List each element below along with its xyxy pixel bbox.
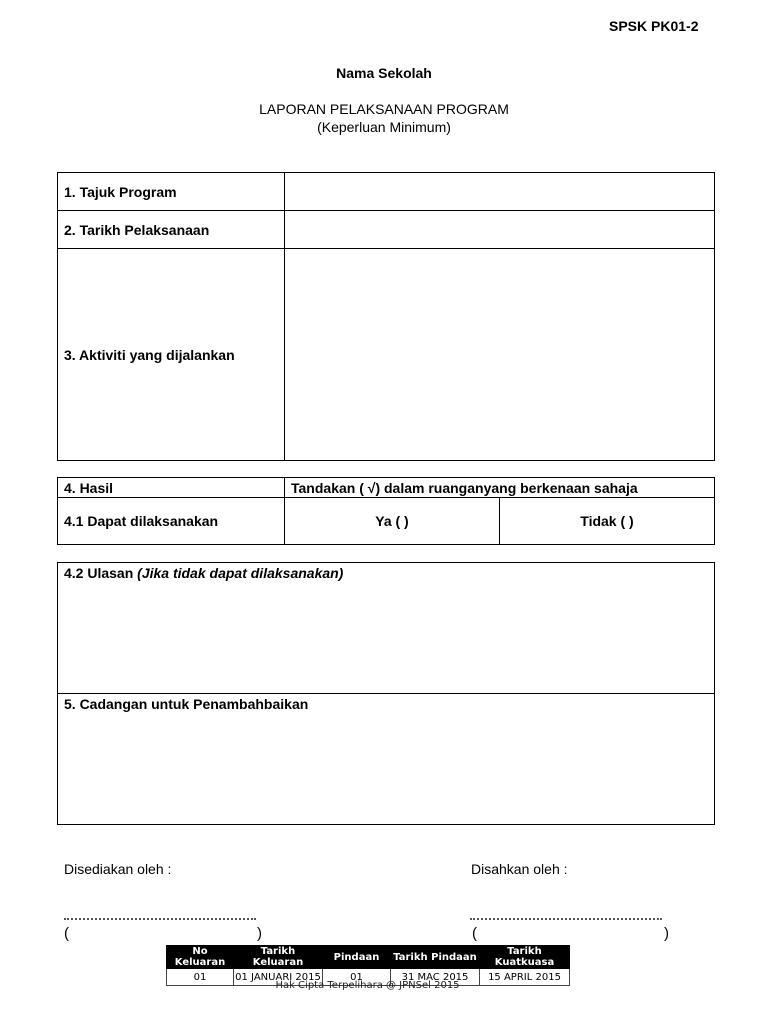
program-title-label: 1. Tajuk Program: [58, 173, 285, 211]
program-info-table: [57, 172, 715, 461]
prepared-signature-line[interactable]: [64, 918, 256, 920]
revision-header-cell: Pindaan: [323, 946, 391, 969]
school-name: Nama Sekolah: [336, 65, 432, 81]
revision-value-cell: 01: [167, 969, 234, 986]
date-label: 2. Tarikh Pelaksanaan: [58, 211, 285, 249]
remarks-label: 4.2 Ulasan: [64, 565, 134, 581]
revision-header-cell: Tarikh Pindaan: [391, 946, 480, 969]
approved-signature-line[interactable]: [470, 918, 662, 920]
approved-by-label: Disahkan oleh :: [471, 861, 568, 877]
suggestions-field[interactable]: [58, 694, 715, 825]
revision-header-cell: Tarikh Kuatkuasa: [480, 946, 570, 969]
approved-name-close-paren: ): [664, 925, 669, 942]
revision-value-cell: 15 APRIL 2015: [480, 969, 570, 986]
remarks-note: (Jika tidak dapat dilaksanakan): [137, 565, 344, 581]
revision-header-cell: No Keluaran: [167, 946, 234, 969]
remarks-field[interactable]: [58, 563, 715, 694]
activities-label: 3. Aktiviti yang dijalankan: [58, 249, 285, 461]
activities-field[interactable]: [285, 249, 715, 461]
no-checkbox[interactable]: Tidak ( ): [500, 498, 715, 545]
remarks-table: [57, 562, 715, 825]
report-title: LAPORAN PELAKSANAAN PROGRAM: [259, 101, 509, 117]
revision-value-cell: 31 MAC 2015: [391, 969, 480, 986]
program-title-field[interactable]: [285, 173, 715, 211]
prepared-name-close-paren: ): [257, 925, 262, 942]
date-field[interactable]: [285, 211, 715, 249]
yes-checkbox[interactable]: Ya ( ): [285, 498, 500, 545]
approved-name-open-paren: (: [472, 925, 477, 942]
suggestions-label: 5. Cadangan untuk Penambahbaikan: [64, 696, 309, 712]
revision-value-cell: 01 JANUARI 2015: [234, 969, 323, 986]
revision-header-cell: Tarikh Keluaran: [234, 946, 323, 969]
report-subtitle: (Keperluan Minimum): [317, 119, 451, 135]
copyright-notice: Hak Cipta Terpelihara @ JPNSel 2015: [275, 980, 460, 991]
prepared-name-open-paren: (: [64, 925, 69, 942]
result-table: [57, 477, 715, 545]
document-code: SPSK PK01-2: [609, 18, 699, 34]
revision-value-cell: 01: [323, 969, 391, 986]
result-label: 4. Hasil: [58, 478, 285, 498]
implemented-label: 4.1 Dapat dilaksanakan: [58, 498, 285, 545]
prepared-by-label: Disediakan oleh :: [64, 861, 172, 877]
tick-instruction: Tandakan ( √) dalam ruanganyang berkenaan sahaja: [285, 478, 715, 498]
